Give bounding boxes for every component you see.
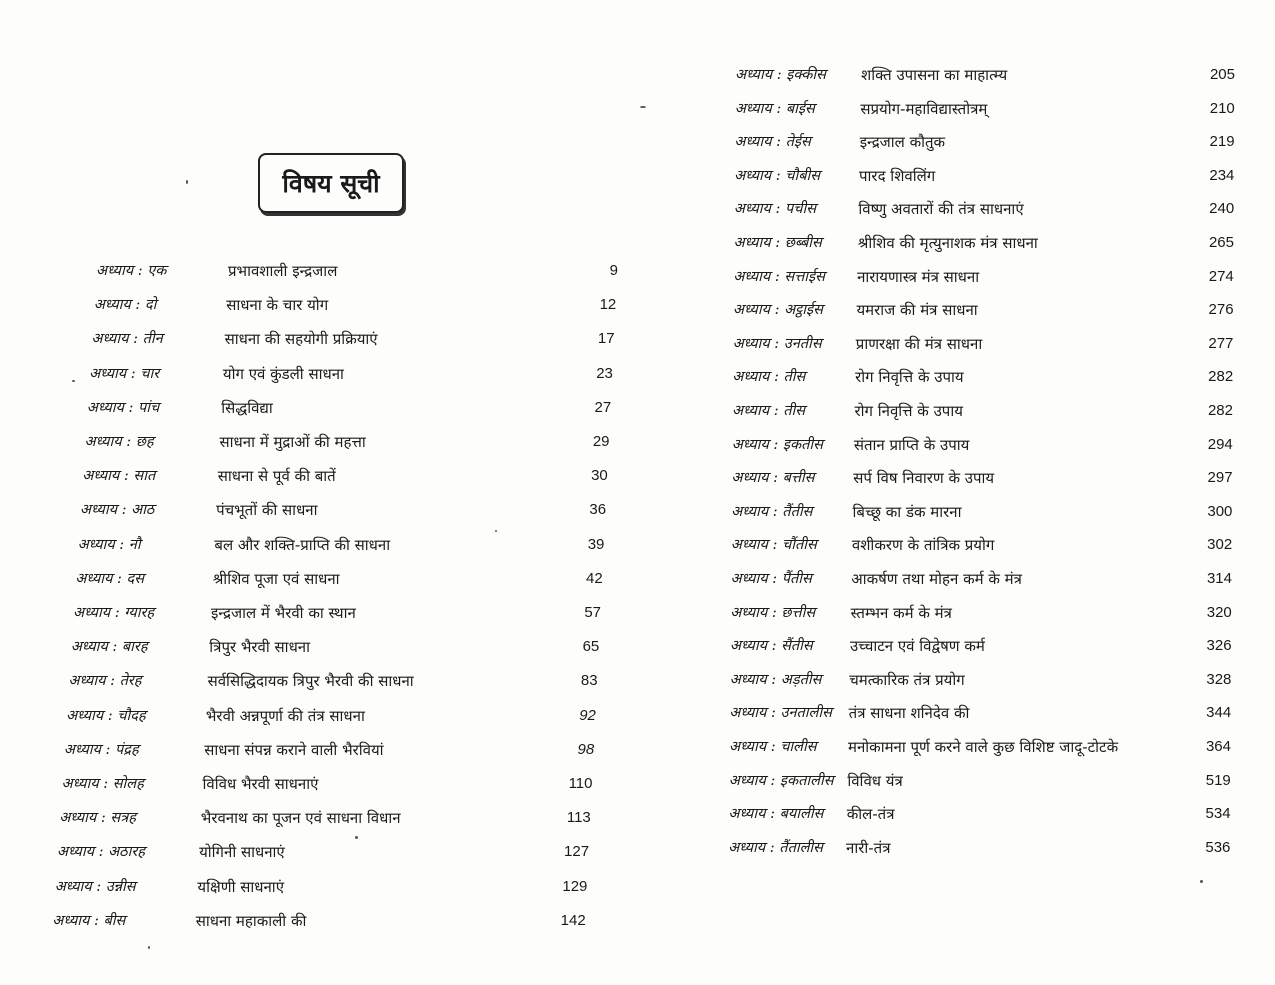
chapter-label: अध्याय : अड़तीस — [729, 671, 822, 688]
chapter-label: अध्याय : पांच — [86, 399, 160, 416]
page-number: 274 — [1208, 267, 1234, 285]
toc-row — [80, 496, 626, 524]
chapter-label: अध्याय : सोलह — [61, 776, 144, 792]
toc-row — [59, 804, 626, 832]
page-number: 326 — [1206, 637, 1232, 655]
toc-row — [89, 360, 626, 388]
chapter-title: संतान प्राप्ति के उपाय — [853, 435, 970, 454]
chapter-label: अध्याय : पंद्रह — [63, 741, 139, 758]
chapter-label: अध्याय : तीस — [732, 403, 806, 419]
chapter-title: चमत्कारिक तंत्र प्रयोग — [849, 670, 965, 689]
scan-speck — [186, 180, 188, 184]
page-number: 219 — [1209, 133, 1235, 151]
scan-speck — [72, 380, 75, 382]
chapter-title: साधना संपन्न कराने वाली भैरवियां — [204, 740, 384, 759]
right-page — [640, 0, 1275, 985]
chapter-title: स्तम्भन कर्म के मंत्र — [850, 603, 952, 622]
chapter-label: अध्याय : इक्कीस — [735, 67, 826, 83]
chapter-label: अध्याय : उनतीस — [732, 335, 822, 352]
scan-speck — [640, 106, 646, 108]
toc-row — [734, 128, 1255, 156]
chapter-title: साधना से पूर्व की बातें — [217, 467, 336, 486]
toc-row — [734, 229, 1256, 257]
page-number: 65 — [582, 638, 600, 656]
toc-row — [55, 873, 626, 901]
chapter-title: विविध भैरवी साधनाएं — [202, 775, 319, 793]
chapter-label: अध्याय : तैंतीस — [731, 503, 813, 520]
toc-row — [94, 291, 626, 319]
page-number: 300 — [1207, 502, 1233, 520]
chapter-title: भैरवनाथ का पूजन एवं साधना विधान — [200, 809, 401, 828]
chapter-label: अध्याय : तैंतालीस — [728, 839, 823, 856]
toc-row — [96, 257, 626, 285]
chapter-label: अध्याय : पैंतीस — [730, 571, 812, 587]
chapter-title: नारायणास्त्र मंत्र साधना — [857, 267, 980, 286]
chapter-label: अध्याय : सत्ताईस — [733, 268, 825, 285]
chapter-title: मनोकामना पूर्ण करने वाले कुछ विशिष्ट जादू-टोटके — [848, 738, 1119, 756]
page-number: 9 — [609, 262, 618, 279]
chapter-label: अध्याय : बारह — [70, 639, 148, 656]
chapter-title: त्रिपुर भैरवी साधना — [209, 638, 311, 657]
chapter-title: श्रीशिव पूजा एवं साधना — [212, 569, 340, 588]
toc-row — [731, 464, 1255, 492]
chapter-label: अध्याय : बत्तीस — [731, 470, 815, 487]
chapter-label: अध्याय : बाईस — [734, 100, 815, 117]
toc-row — [731, 565, 1256, 593]
chapter-label: अध्याय : चालीस — [729, 739, 817, 755]
toc-row — [730, 599, 1255, 627]
page-number: 534 — [1205, 805, 1231, 823]
chapter-label: अध्याय : बीस — [52, 912, 126, 929]
toc-row — [733, 330, 1255, 358]
chapter-title: योग एवं कुंडली साधना — [222, 364, 344, 383]
chapter-label: अध्याय : तीस — [732, 369, 806, 386]
page-number: 113 — [566, 809, 591, 827]
page-number: 110 — [568, 775, 593, 792]
toc-row — [73, 599, 626, 627]
chapter-title: पारद शिवलिंग — [859, 166, 936, 185]
toc-row — [82, 462, 626, 490]
toc-row — [735, 61, 1255, 89]
toc-row — [78, 531, 626, 559]
page-number: 282 — [1207, 402, 1233, 419]
chapter-title: यक्षिणी साधनाएं — [197, 877, 284, 896]
chapter-title: कील-तंत्र — [846, 805, 895, 824]
chapter-title: श्रीशिव की मृत्युनाशक मंत्र साधना — [857, 234, 1038, 252]
chapter-title: आकर्षण तथा मोहन कर्म के मंत्र — [851, 570, 1022, 588]
page-number: 314 — [1206, 570, 1232, 587]
page-number: 344 — [1206, 704, 1232, 722]
chapter-title: पंचभूतों की साधना — [216, 501, 318, 520]
chapter-label: अध्याय : चौबीस — [734, 167, 821, 184]
toc-row — [66, 702, 626, 730]
toc-row — [730, 632, 1255, 660]
chapter-label: अध्याय : उनतालीस — [729, 705, 832, 722]
chapter-label: अध्याय : उन्नीस — [54, 878, 136, 895]
page-number: 57 — [584, 604, 601, 621]
chapter-label: अध्याय : नौ — [77, 536, 141, 553]
toc-row — [87, 394, 626, 422]
chapter-label: अध्याय : अट्ठाईस — [732, 302, 823, 319]
chapter-title: तंत्र साधना शनिदेव की — [848, 704, 970, 723]
toc-row — [52, 907, 626, 935]
page-number: 277 — [1208, 334, 1234, 352]
toc-row — [730, 666, 1255, 694]
toc-row — [734, 195, 1255, 223]
toc-row — [68, 667, 626, 695]
page-number: 210 — [1209, 99, 1235, 117]
toc-row — [75, 565, 626, 593]
scan-speck — [495, 530, 497, 532]
chapter-title: बल और शक्ति-प्राप्ति की साधना — [214, 535, 391, 554]
page-number: 234 — [1209, 166, 1235, 184]
chapter-title: सिद्धविद्या — [221, 398, 273, 417]
chapter-title: इन्द्रजाल कौतुक — [859, 133, 946, 152]
chapter-title: साधना के चार योग — [226, 296, 329, 315]
page-number: 328 — [1206, 670, 1232, 688]
page-number: 282 — [1208, 368, 1234, 386]
chapter-label: अध्याय : सैंतीस — [729, 638, 813, 655]
toc-row — [733, 263, 1255, 291]
page-number: 29 — [592, 433, 610, 450]
toc-row — [64, 736, 626, 764]
page-number: 205 — [1209, 66, 1235, 83]
page-number: 12 — [599, 296, 617, 314]
scan-speck — [1200, 880, 1203, 883]
chapter-title: बिच्छू का डंक मारना — [852, 502, 962, 521]
page-number: 42 — [586, 569, 603, 587]
page-number: 276 — [1208, 301, 1234, 319]
page-number: 27 — [594, 398, 612, 416]
chapter-title: शक्ति उपासना का माहात्म्य — [861, 66, 1008, 84]
toc-row — [735, 95, 1255, 123]
chapter-label: अध्याय : सत्रह — [59, 810, 136, 827]
page-number: 265 — [1208, 234, 1234, 251]
chapter-label: अध्याय : पचीस — [733, 201, 817, 218]
toc-row — [732, 431, 1255, 459]
page-number: 36 — [589, 501, 607, 519]
scan-speck — [148, 946, 150, 949]
chapter-label: अध्याय : तेईस — [734, 134, 811, 151]
toc-row — [731, 498, 1255, 526]
chapter-label: अध्याय : बयालीस — [728, 806, 824, 823]
page-number: 519 — [1205, 771, 1231, 789]
chapter-label: अध्याय : तीन — [91, 331, 163, 348]
page-number: 294 — [1207, 435, 1233, 453]
toc-row — [729, 767, 1255, 795]
chapter-label: अध्याय : चौदह — [66, 707, 146, 724]
toc-row — [85, 428, 627, 456]
page-number: 39 — [587, 535, 605, 553]
page-number: 364 — [1205, 738, 1231, 755]
chapter-title: सप्रयोग-महाविद्यास्तोत्रम् — [860, 99, 988, 118]
page-number: 17 — [597, 330, 615, 348]
chapter-title: रोग निवृत्ति के उपाय — [855, 368, 964, 387]
chapter-label: अध्याय : छह — [84, 434, 154, 450]
chapter-label: अध्याय : चौंतीस — [730, 537, 817, 554]
chapter-title: नारी-तंत्र — [846, 838, 891, 857]
chapter-label: अध्याय : चार — [89, 365, 160, 382]
toc-row — [57, 838, 626, 866]
page-number: 23 — [596, 364, 613, 382]
chapter-title: सर्वसिद्धिदायक त्रिपुर भैरवी की साधना — [207, 672, 414, 691]
chapter-label: अध्याय : दस — [75, 570, 145, 587]
chapter-title: विष्णु अवतारों की तंत्र साधनाएं — [858, 200, 1024, 219]
page-number: 127 — [564, 843, 590, 861]
chapter-title: वशीकरण के तांत्रिक प्रयोग — [851, 536, 995, 555]
page-number: 297 — [1207, 469, 1233, 487]
chapter-title: योगिनी साधनाएं — [199, 843, 285, 862]
page-number: 240 — [1209, 200, 1235, 218]
toc-row — [729, 699, 1255, 727]
chapter-title: साधना महाकाली की — [195, 911, 307, 930]
chapter-title: उच्चाटन एवं विद्वेषण कर्म — [849, 637, 985, 656]
page-number: 536 — [1205, 838, 1231, 856]
page-number: 30 — [591, 467, 608, 485]
chapter-title: यमराज की मंत्र साधना — [856, 301, 978, 320]
page-number: 320 — [1206, 603, 1232, 621]
chapter-title: सर्प विष निवारण के उपाय — [853, 469, 995, 488]
chapter-label: अध्याय : सात — [82, 468, 156, 485]
chapter-title: इन्द्रजाल में भैरवी का स्थान — [211, 604, 356, 622]
toc-row — [71, 633, 626, 661]
chapter-label: अध्याय : तेरह — [68, 673, 142, 690]
chapter-title: साधना की सहयोगी प्रक्रियाएं — [224, 330, 378, 349]
chapter-label: अध्याय : इकतीस — [731, 436, 823, 453]
toc-row — [732, 397, 1255, 425]
chapter-title: रोग निवृत्ति के उपाय — [854, 402, 963, 420]
scan-speck — [355, 836, 358, 839]
page-title: विषय सूची — [258, 153, 404, 213]
page-number: 98 — [577, 740, 595, 758]
chapter-title: भैरवी अन्नपूर्णा की तंत्र साधना — [205, 706, 365, 725]
page-number: 302 — [1207, 536, 1233, 554]
toc-row — [734, 162, 1255, 190]
toc-row — [62, 770, 627, 798]
chapter-label: अध्याय : एक — [96, 263, 167, 279]
page-number: 129 — [562, 877, 588, 895]
chapter-title: प्राणरक्षा की मंत्र साधना — [855, 334, 983, 353]
chapter-title: प्रभावशाली इन्द्रजाल — [228, 262, 338, 280]
page-number: 142 — [560, 911, 586, 929]
toc-row — [733, 296, 1255, 324]
toc-row — [732, 363, 1255, 391]
chapter-label: अध्याय : आठ — [79, 502, 155, 519]
chapter-title: साधना में मुद्राओं की महत्ता — [219, 433, 366, 451]
chapter-label: अध्याय : अठारह — [56, 844, 145, 861]
page-number: 92 — [579, 706, 596, 724]
chapter-label: अध्याय : ग्यारह — [73, 605, 155, 621]
toc-row — [729, 733, 1255, 761]
chapter-label: अध्याय : छब्बीस — [733, 235, 822, 251]
toc-row — [731, 531, 1255, 559]
toc-row — [728, 800, 1255, 828]
chapter-label: अध्याय : इकतालीस — [728, 772, 834, 789]
page-number: 83 — [580, 672, 598, 690]
chapter-label: अध्याय : छत्तीस — [730, 604, 816, 621]
chapter-title: विविध यंत्र — [847, 771, 903, 790]
toc-row — [91, 325, 626, 353]
toc-row — [728, 834, 1255, 862]
chapter-label: अध्याय : दो — [93, 297, 157, 314]
